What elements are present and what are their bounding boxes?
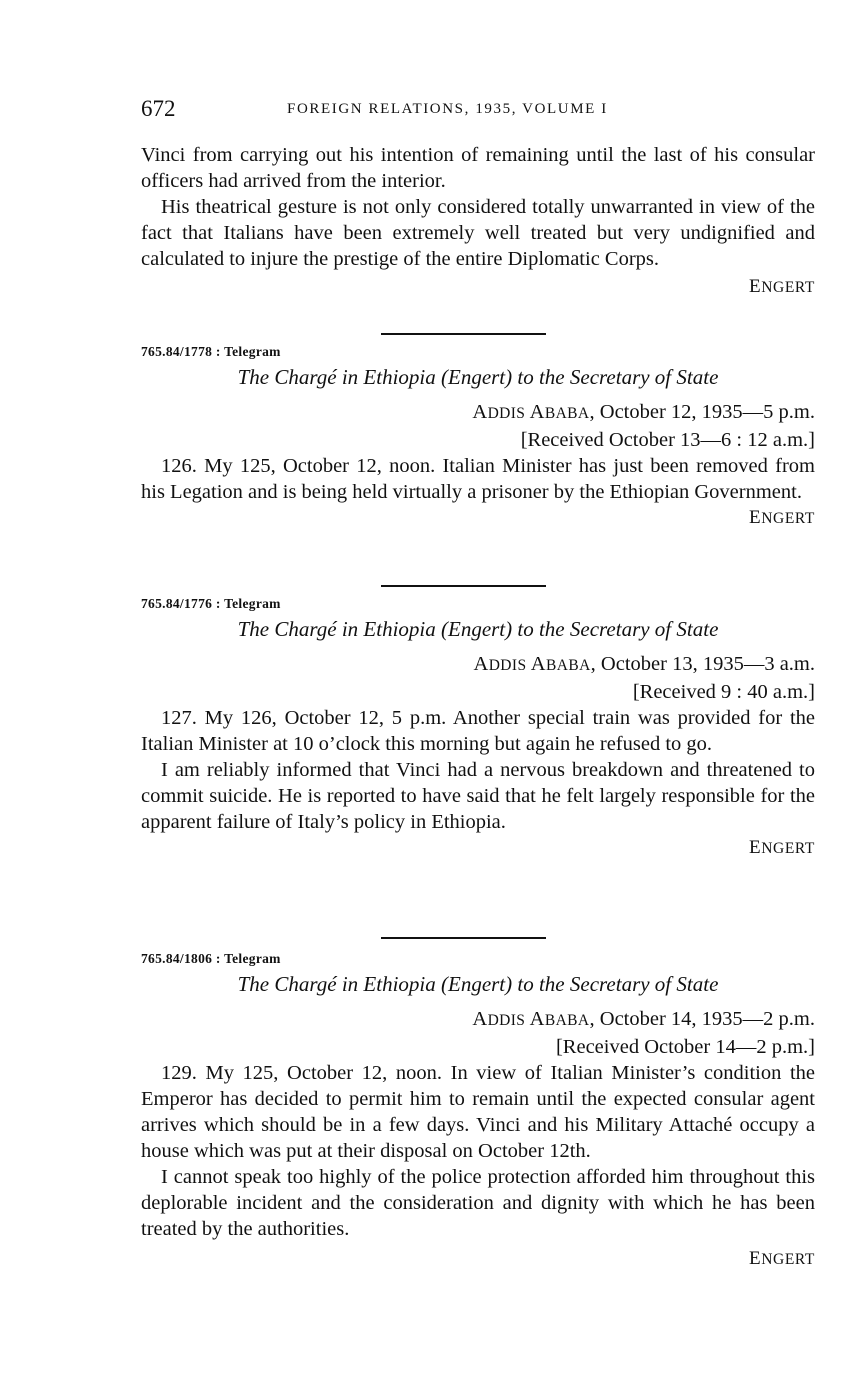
section-divider — [381, 585, 546, 587]
document-2 — [141, 596, 815, 862]
document-reference: 765.84/1776 : Telegram — [141, 596, 281, 611]
document-paragraph: 126. My 125, October 12, noon. Italian Minister has just been removed from his Legation and is being held virtually a prisoner by the Ethiopian Government. — [141, 455, 815, 503]
dateline-date: , October 12, 1935—5 p.m. — [589, 401, 815, 423]
signature-initial: E — [749, 276, 762, 297]
section-divider — [381, 333, 546, 335]
signature-rest: NGERT — [761, 279, 815, 296]
received-line: [Received 9 : 40 a.m.] — [632, 681, 815, 703]
document-paragraph: 127. My 126, October 12, 5 p.m. Another special train was provided for the Italian Minister at 10 o’clock this morning but again he refused to go. — [141, 707, 815, 755]
document-signature: ENGERT — [749, 1248, 815, 1269]
dateline — [141, 399, 815, 427]
section-divider — [381, 937, 546, 939]
document-3 — [141, 951, 815, 1273]
document-reference: 765.84/1806 : Telegram — [141, 951, 281, 966]
page-number: 672 — [141, 96, 176, 121]
document-title: The Chargé in Ethiopia (Engert) to the Secretary of State — [237, 972, 719, 996]
document-paragraph: 129. My 125, October 12, noon. In view of Italian Minister’s condition the Emperor has decided to permit him to remain until the expected consular agent arrives which should be in a few days. Vinci and his Military Attaché occupy a house which was put at their disposal on October 12th. — [141, 1062, 815, 1162]
document-title: The Chargé in Ethiopia (Engert) to the Secretary of State — [237, 365, 719, 389]
document-signature: ENGERT — [749, 507, 815, 528]
received-line: [Received October 14—2 p.m.] — [555, 1036, 815, 1058]
dateline-place: ADDIS ABABA — [472, 401, 590, 423]
dateline-place: ADDIS ABABA — [472, 1008, 590, 1030]
dateline — [141, 651, 815, 679]
continuation-signature — [141, 274, 815, 301]
document-paragraph: I cannot speak too highly of the police protection afforded him throughout this deplorable incident and the consideration and dignity with which he has been treated by the authorities. — [141, 1166, 815, 1240]
continuation-paragraph-2: His theatrical gesture is not only considered totally unwarranted in view of the fact that Italians have been extremely well treated but very undignified and calculated to injure the prestige of the entire Diplomatic Corps. — [141, 196, 815, 270]
running-head: FOREIGN RELATIONS, 1935, VOLUME I — [287, 101, 608, 117]
page-header — [141, 96, 816, 126]
document-signature: ENGERT — [749, 837, 815, 858]
dateline-place: ADDIS ABABA — [473, 653, 591, 675]
continuation-block — [141, 142, 815, 301]
document-title: The Chargé in Ethiopia (Engert) to the Secretary of State — [237, 617, 719, 641]
dateline-date: , October 13, 1935—3 a.m. — [590, 653, 815, 675]
dateline-date: , October 14, 1935—2 p.m. — [589, 1008, 815, 1030]
received-line: [Received October 13—6 : 12 a.m.] — [520, 429, 815, 451]
document-paragraph: I am reliably informed that Vinci had a nervous breakdown and threatened to commit suicide. He is reported to have said that he felt largely responsible for the apparent failure of Italy’s policy in Ethiopia. — [141, 759, 815, 833]
continuation-paragraph-1: Vinci from carrying out his intention of remaining until the last of his consular officers had arrived from the interior. — [141, 144, 815, 192]
dateline — [141, 1006, 815, 1034]
document-reference: 765.84/1778 : Telegram — [141, 344, 281, 359]
document-1 — [141, 344, 815, 532]
